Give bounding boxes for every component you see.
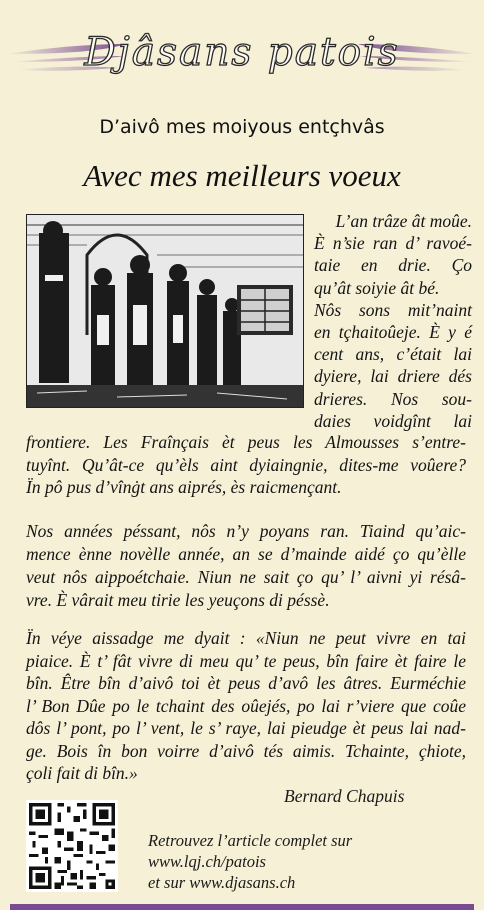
- text-line: çoli fait di bîn.»: [26, 763, 138, 783]
- footer-note: [148, 830, 352, 893]
- woodcut-illustration: [26, 214, 304, 408]
- text-line: taie en drie. Ço: [314, 255, 472, 276]
- text-line: piaice. È t’ fât vivre di meu qu’ te peus, bîn faire èt faire le: [26, 650, 466, 671]
- text-line: Ïn véye aissadge me dyait : «Niun ne peut vivre en tai: [26, 628, 466, 648]
- column-header: [6, 22, 478, 86]
- text-line: daies voidgînt lai: [314, 410, 472, 431]
- text-line: mence ènne novèlle année, an se d’mainde aidé ço qu’èlle: [26, 544, 466, 564]
- text-line: qu’ât soiyie ât bé.: [314, 277, 440, 298]
- text-line: drieres. Nos sou-: [314, 388, 472, 409]
- bottom-accent-bar: [10, 904, 474, 910]
- article-title: Avec mes meilleurs voeux: [83, 158, 401, 193]
- article-subtitle: D’aivô mes moiyous entçhvâs: [99, 116, 385, 138]
- text-line: vre. È vârait meu tirie les yeuçons di péssè.: [26, 590, 330, 610]
- text-line: frontiere. Les Fraînçais èt peus les Almousses s’entre-: [26, 432, 466, 452]
- paragraph-3: [26, 627, 466, 785]
- text-line: ge. Bois în bon voirre d’aivô tés aimis. Tchainte, çhiote,: [26, 740, 466, 761]
- text-line: L’an trâze ât moûe.: [335, 211, 472, 231]
- text-line: Nôs sons mit’naint: [314, 299, 472, 320]
- text-line: Ïn pô pus d’vînġt ans aiprés, ès raicmençant.: [26, 477, 342, 497]
- text-line: dôs l’ pont, po l’ vent, le s’ raye, lai pieudge èt peus lai nad-: [26, 718, 466, 738]
- text-line: l’ Bon Dûe po le tchaint des oûejés, po lai r’viere que coûe: [26, 695, 466, 716]
- qr-code-icon[interactable]: [26, 800, 118, 892]
- text-line: en tçhaitoûeje. È y é: [314, 322, 472, 343]
- text-line: bîn. Être bîn d’aivô toi èt peus d’avô les âtres. Eurméchie: [26, 673, 466, 693]
- section-title: Djâsans patois: [84, 30, 400, 75]
- text-line: dyiere, lai driere dés: [314, 366, 472, 387]
- text-line: veut nôs aippoétchaie. Niun ne sait ço qu’ l’ aivni yi résâ-: [26, 567, 466, 587]
- footer-line: Retrouvez l’article complet sur: [148, 831, 353, 850]
- author-name: Bernard Chapuis: [284, 786, 405, 806]
- text-line: cent ans, c’était lai: [314, 344, 472, 365]
- text-line: È n’sie ran d’ ravoé-: [314, 233, 472, 254]
- footer-link-djasans[interactable]: et sur www.djasans.ch: [148, 873, 296, 892]
- footer-link-patois[interactable]: www.lqj.ch/patois: [148, 852, 266, 871]
- paragraph-1-column: [314, 210, 472, 432]
- text-line: Nos années péssant, nôs n’y poyans ran. Tiaind qu’aic-: [26, 521, 466, 541]
- text-line: tuyînt. Qu’ât-ce qu’èls aint dyiaingnie, dites-me voûere?: [26, 454, 466, 475]
- paragraph-1-continued: [26, 431, 466, 499]
- paragraph-2: [26, 520, 466, 612]
